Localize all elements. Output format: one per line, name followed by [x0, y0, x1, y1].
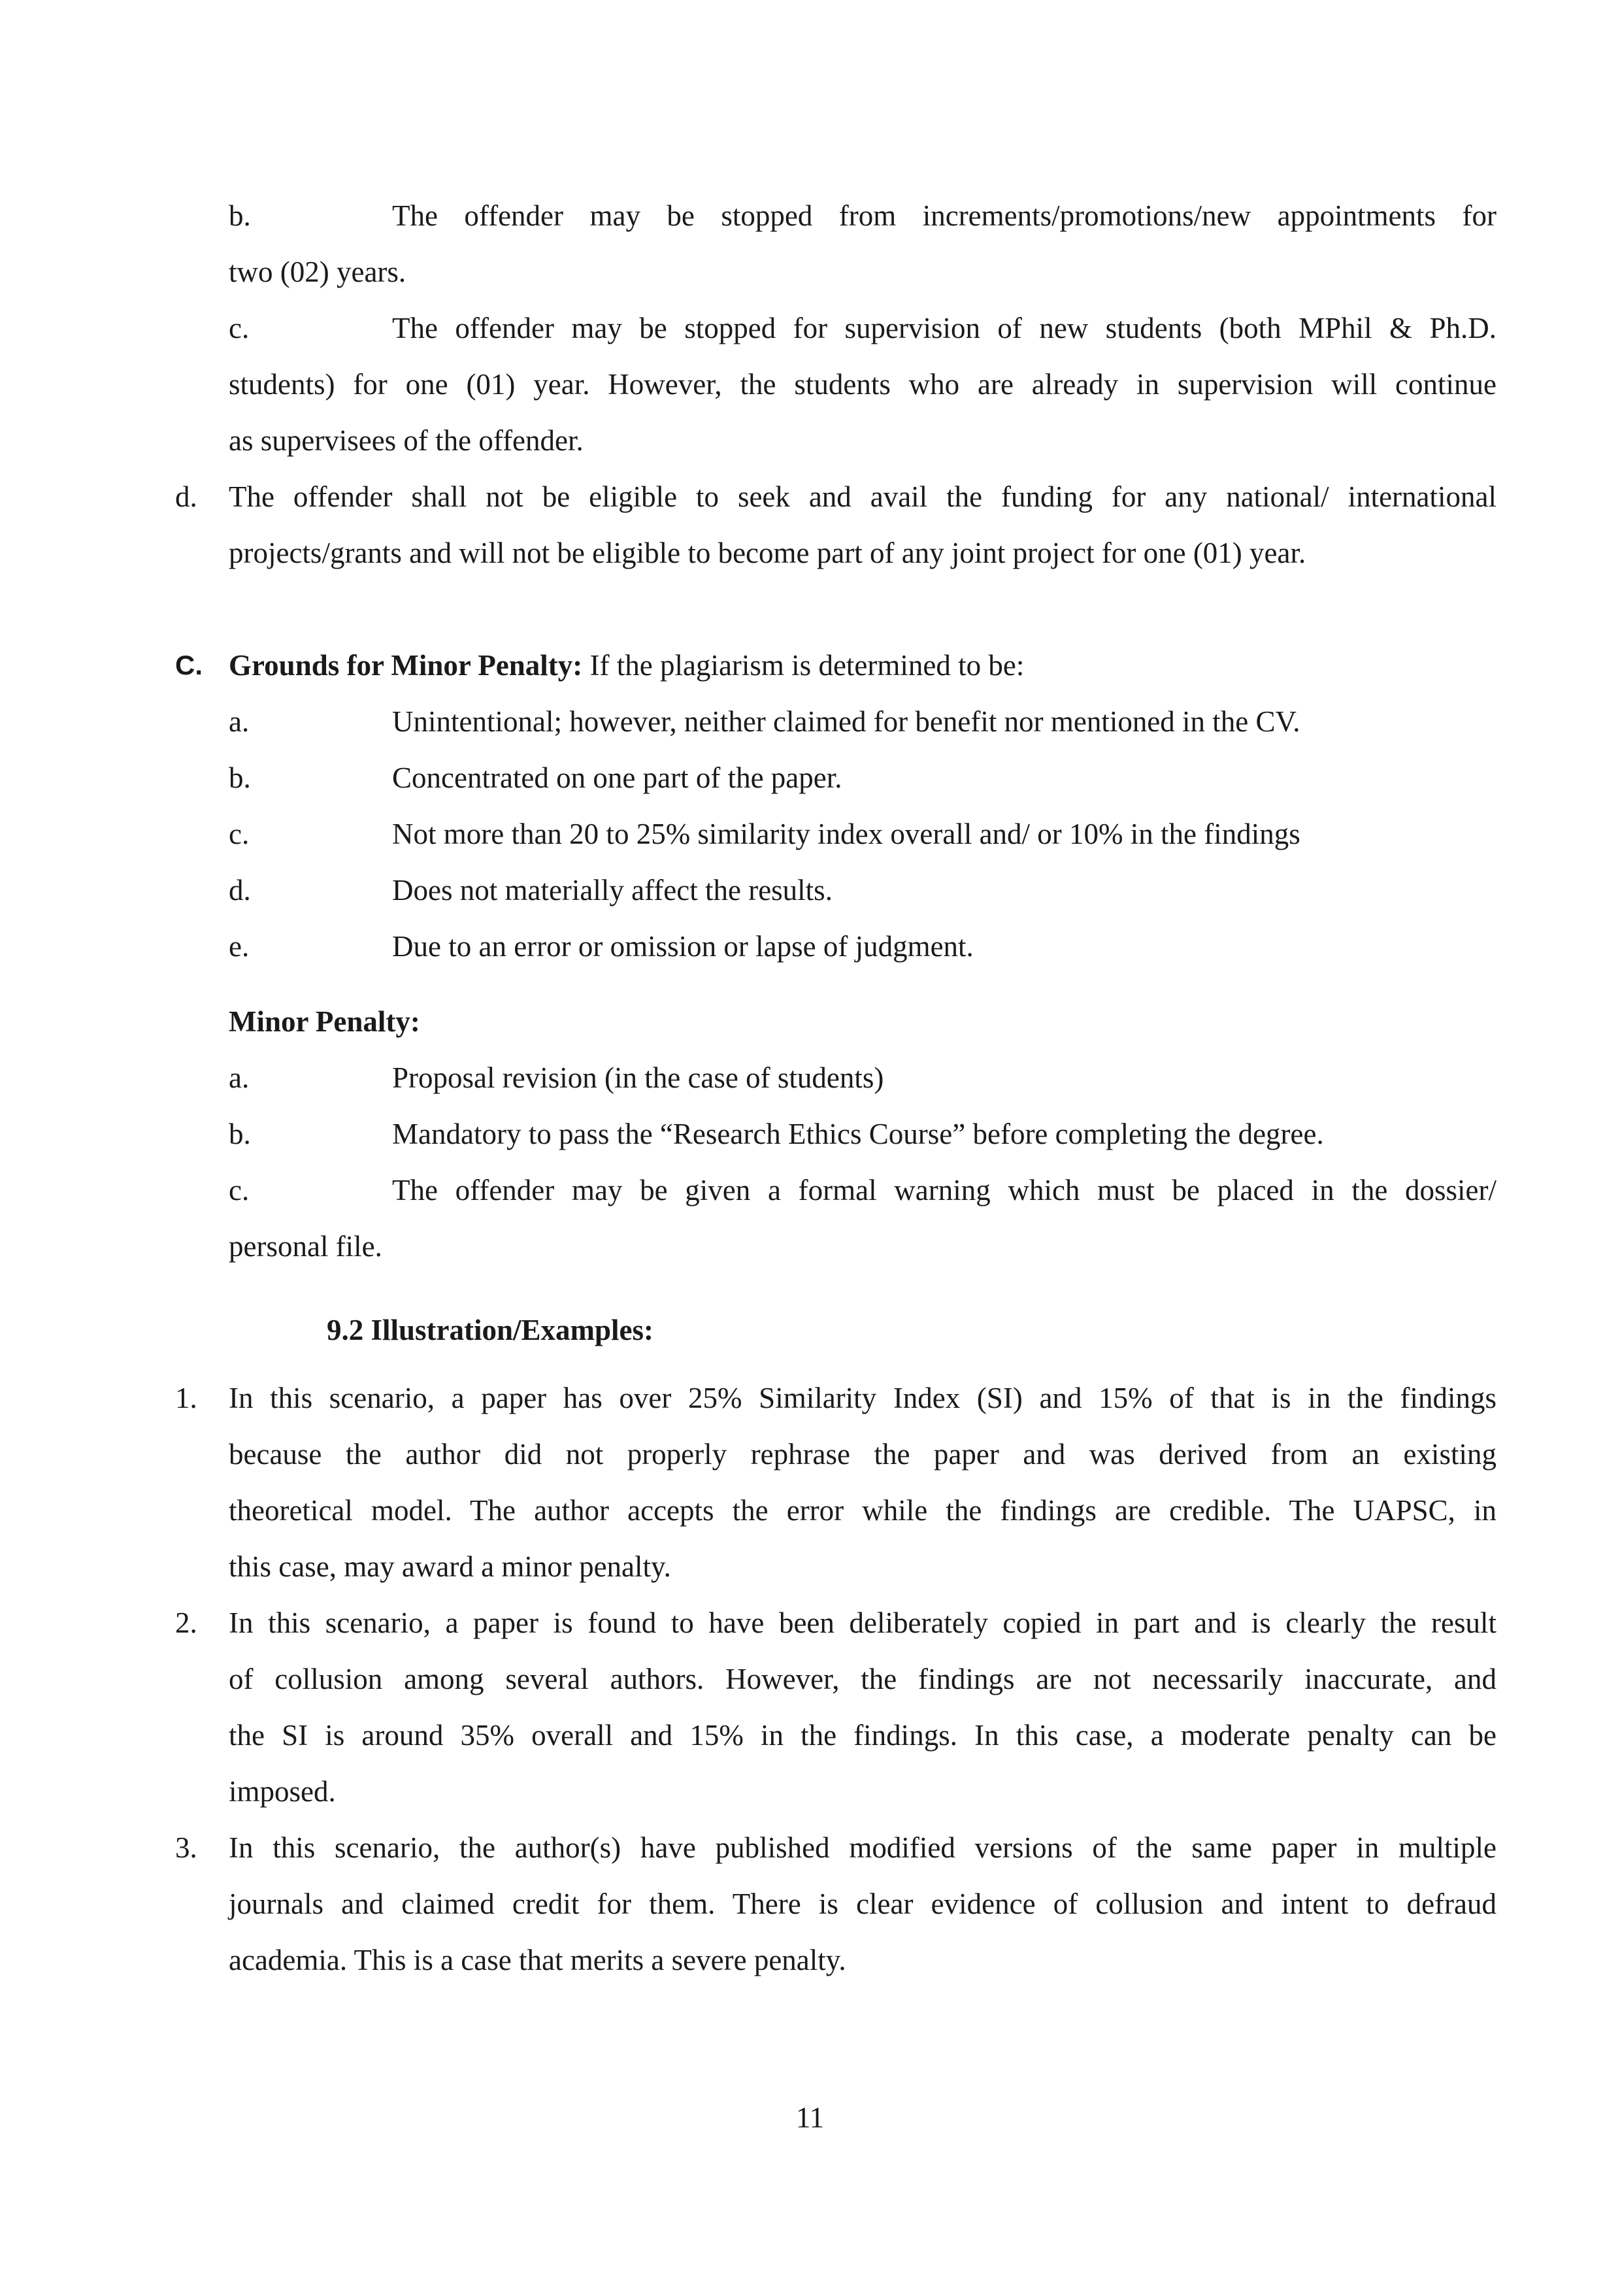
grounds-item-a-text: Unintentional; however, neither claimed for benefit nor mentioned in the CV.: [392, 705, 1300, 738]
item-c-line1: The offender may be stopped for supervision of new students (both MPhil & Ph.D.: [392, 312, 1496, 344]
item-c-label: c.: [229, 312, 250, 344]
example-2-line1: In this scenario, a paper is found to have been deliberately copied in part and is clearly the result: [229, 1606, 1496, 1639]
page-number: 11: [795, 2101, 825, 2134]
section-c-heading-bold: Grounds for Minor Penalty:: [229, 649, 583, 682]
section-c-heading-rest: If the plagiarism is determined to be:: [582, 649, 1025, 682]
example-1-line2: because the author did not properly rephrase the paper and was derived from an existing: [229, 1438, 1496, 1471]
penalty-item-b-label: b.: [229, 1118, 251, 1150]
example-2-line3: the SI is around 35% overall and 15% in the findings. In this case, a moderate penalty can be: [229, 1719, 1496, 1752]
section-c-heading: [229, 637, 1024, 693]
illustrations-heading: 9.2 Illustration/Examples:: [327, 1314, 654, 1346]
grounds-item-c-label: c.: [229, 818, 250, 850]
grounds-item-d-text: Does not materially affect the results.: [392, 874, 833, 907]
grounds-item-a-label: a.: [229, 705, 250, 738]
example-3-line2: journals and claimed credit for them. There is clear evidence of collusion and intent to defraud: [229, 1888, 1496, 1920]
penalty-item-b-text: Mandatory to pass the “Research Ethics Course” before completing the degree.: [392, 1118, 1324, 1150]
penalty-item-c-line1: The offender may be given a formal warning which must be placed in the dossier/: [392, 1174, 1496, 1206]
grounds-item-c-text: Not more than 20 to 25% similarity index overall and/ or 10% in the findings: [392, 818, 1300, 850]
item-d-line2: projects/grants and will not be eligible to become part of any joint project for one (01) year.: [229, 537, 1306, 569]
item-d-label: d.: [175, 480, 197, 513]
example-3-line3: academia. This is a case that merits a severe penalty.: [229, 1944, 846, 1976]
example-3-label: 3.: [175, 1831, 197, 1864]
example-1-line4: this case, may award a minor penalty.: [229, 1550, 671, 1583]
example-1-line1: In this scenario, a paper has over 25% Similarity Index (SI) and 15% of that is in the findings: [229, 1382, 1496, 1414]
item-c-line2: students) for one (01) year. However, the students who are already in supervision will continue: [229, 368, 1496, 401]
penalty-item-a-label: a.: [229, 1061, 250, 1094]
grounds-item-b-text: Concentrated on one part of the paper.: [392, 761, 842, 794]
item-b-label: b.: [229, 199, 251, 232]
item-b-line2: two (02) years.: [229, 256, 406, 288]
example-2-line4: imposed.: [229, 1775, 336, 1808]
penalty-item-c-label: c.: [229, 1174, 250, 1206]
penalty-item-a-text: Proposal revision (in the case of students): [392, 1061, 884, 1094]
example-2-line2: of collusion among several authors. However, the findings are not necessarily inaccurate, and: [229, 1663, 1496, 1695]
grounds-item-b-label: b.: [229, 761, 251, 794]
section-c-label: C.: [175, 650, 203, 680]
example-3-line1: In this scenario, the author(s) have published modified versions of the same paper in multiple: [229, 1831, 1496, 1864]
item-d-line1: The offender shall not be eligible to seek and avail the funding for any national/ international: [229, 480, 1496, 513]
minor-penalty-heading: Minor Penalty:: [229, 1005, 420, 1038]
grounds-item-e-text: Due to an error or omission or lapse of judgment.: [392, 930, 974, 963]
item-c-line3: as supervisees of the offender.: [229, 424, 584, 457]
grounds-item-e-label: e.: [229, 930, 250, 963]
grounds-item-d-label: d.: [229, 874, 251, 907]
example-1-label: 1.: [175, 1382, 197, 1414]
item-b-line1: The offender may be stopped from increments/promotions/new appointments for: [392, 199, 1496, 232]
example-1-line3: theoretical model. The author accepts the error while the findings are credible. The UAPSC, in: [229, 1494, 1496, 1527]
penalty-item-c-line2: personal file.: [229, 1230, 382, 1263]
example-2-label: 2.: [175, 1606, 197, 1639]
